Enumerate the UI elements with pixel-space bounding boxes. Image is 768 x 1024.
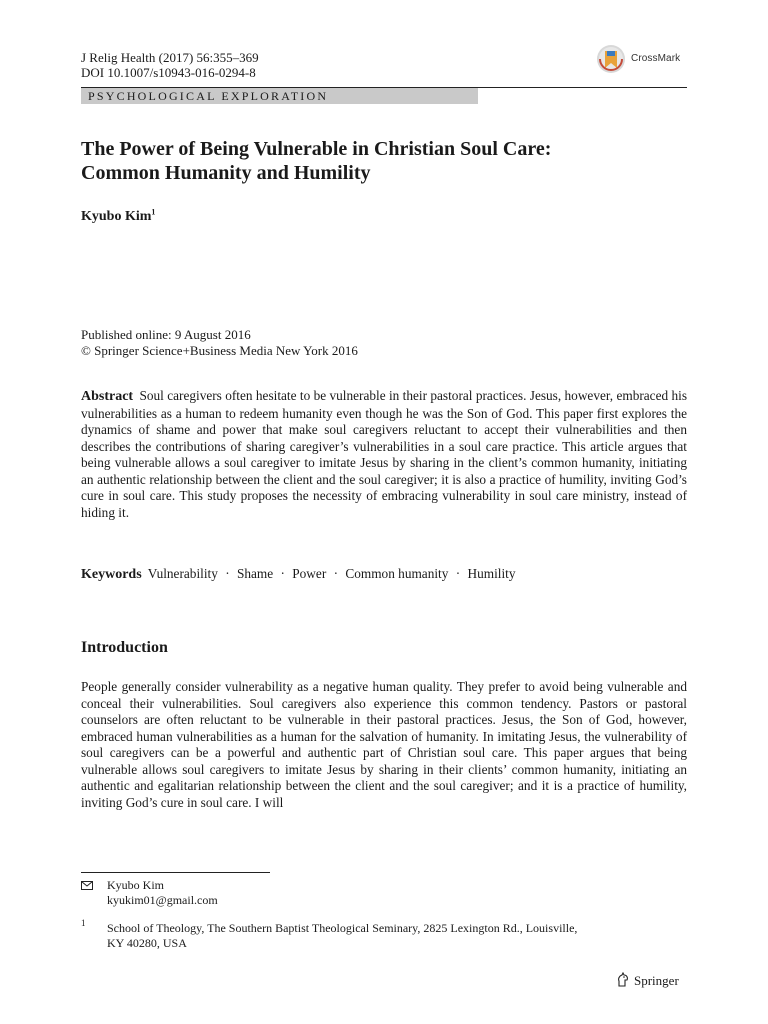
keyword: Power [292,566,327,581]
title-line: The Power of Being Vulnerable in Christian Soul Care: [81,138,552,160]
correspondence-name: Kyubo Kim [107,878,164,892]
keyword-separator: · [225,566,230,581]
envelope-icon [81,881,93,890]
copyright: © Springer Science+Business Media New York 2016 [81,343,358,358]
author [81,209,155,225]
title-line: Common Humanity and Humility [81,162,371,184]
correspondence-email[interactable]: kyukim01@gmail.com [107,893,218,907]
keyword: Vulnerability [147,566,218,581]
affiliation-line: School of Theology, The Southern Baptist Theological Seminary, 2825 Lexington Rd., Louisville, [107,921,578,935]
keyword-separator: · [280,566,285,581]
affiliation-number: 1 [81,918,86,928]
article-title [81,137,687,185]
doi: DOI 10.1007/s10943-016-0294-8 [81,65,256,80]
journal-citation: J Relig Health (2017) 56:355–369 [81,50,259,65]
published-date: Published online: 9 August 2016 [81,327,251,342]
abstract-text: Soul caregivers often hesitate to be vulnerable in their pastoral practices. Jesus, however, embraced his vulnerabilities as a human to redeem humanity even though he was the Son of God. This paper first explores the dynamics of shame and power that make soul caregivers reluctant to accept their vulnerabilities and then describes the contributions of sharing caregiver’s vulnerabilities in a soul care practice. This article argues that being vulnerable allows a soul caregiver to imitate Jesus by sharing in the client’s common humanity, initiating an authentic relationship between the client and the soul caregiver; it is also a practice of humility, inviting God’s cure in soul care. This study proposes the necessity of embracing vulnerability in soul care ministry, instead of hiding it. [81,388,688,520]
footnote-rule [81,872,270,873]
affiliation-line: KY 40280, USA [107,936,187,950]
crossmark-badge[interactable] [596,44,692,74]
crossmark-icon [596,44,626,74]
section-label: PSYCHOLOGICAL EXPLORATION [88,89,329,103]
springer-horse-icon [616,972,630,988]
publisher-name: Springer [634,973,679,988]
keyword-separator: · [333,566,339,581]
keyword: Humility [467,566,516,581]
section-heading-introduction: Introduction [81,639,168,656]
author-name[interactable]: Kyubo Kim [81,209,152,224]
abstract [81,388,687,521]
publication-info [81,327,358,359]
introduction-text: People generally consider vulnerability as a negative human quality. They prefer to avoid being vulnerable and conceal their vulnerabilities. Soul caregivers also experience this common tendency. Pastors or pastoral counselors are often reluctant to be vulnerable in their pastoral practices. Jesus, the Son of God, however, embraced human vulnerabilities as a human for the salvation of humanity. In imitating Jesus, the vulnerability of soul caregivers can be a powerful and authentic part of Christian soul care. This paper argues that being vulnerable allows soul caregivers to imitate Jesus by sharing in their clients’ common humanity, initiating an authentic and egalitarian relationship between the client and the soul caregiver; and it is a practice of humility, inviting God’s cure in soul care. I will [81,679,687,810]
crossmark-label: CrossMark [631,53,681,64]
keyword: Shame [236,566,274,581]
keywords-label: Keywords [81,567,142,582]
keywords [81,566,687,583]
springer-logo [616,972,696,990]
abstract-label: Abstract [81,389,134,404]
affiliation-mark: 1 [151,207,156,217]
keyword-separator: · [455,566,461,581]
keyword: Common humanity [345,566,449,581]
